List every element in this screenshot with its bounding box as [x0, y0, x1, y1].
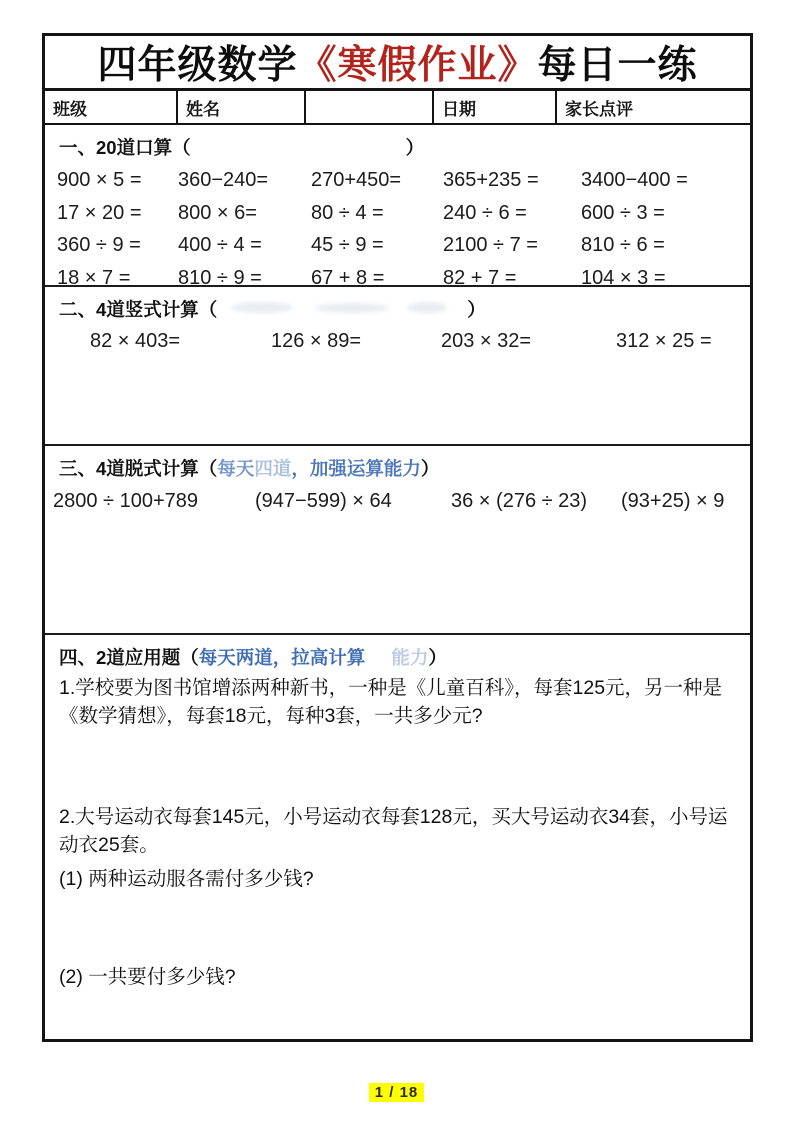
- erased-text-smudge: [407, 302, 447, 313]
- oral-problem: 270+450=: [311, 169, 402, 191]
- page-footer: [0, 1083, 793, 1102]
- page-indicator: 1 / 18: [369, 1083, 425, 1102]
- oral-problem: 365+235 =: [443, 169, 539, 191]
- info-cell-parent-review: 家长点评: [565, 99, 633, 119]
- word-problem-2-question-1: (1) 两种运动服各需付多少钱?: [59, 868, 314, 890]
- word-problem-2: 2.大号运动衣每套145元，小号运动衣每套128元，买大号运动衣34套，小号运动衣25套。: [59, 806, 728, 856]
- info-table: [45, 91, 750, 125]
- title-highlight: 《寒假作业》: [297, 42, 538, 88]
- oral-problem-grid: [45, 169, 750, 290]
- oral-problem: 810 ÷ 6 =: [581, 234, 665, 256]
- section-vertical-heading-close: ）: [467, 299, 486, 320]
- oral-problem: 240 ÷ 6 =: [443, 201, 527, 224]
- oral-problem: 900 × 5 =: [57, 169, 142, 191]
- stepwise-note-segment: 四道: [254, 458, 292, 479]
- title-prefix: 四年级数学: [97, 42, 298, 88]
- oral-problem: 2100 ÷ 7 =: [443, 234, 538, 256]
- worksheet-frame: [42, 33, 753, 1042]
- oral-problem: 67 + 8 =: [311, 266, 385, 289]
- stepwise-problem: (947−599) × 64: [255, 490, 392, 512]
- vertical-problem: 203 × 32=: [441, 330, 532, 352]
- word-note: 每天两道，拉高计算: [198, 647, 366, 668]
- section-oral-heading: [45, 125, 750, 160]
- section-stepwise-heading-close: ）: [420, 458, 440, 479]
- oral-problem: 80 ÷ 4 =: [311, 201, 384, 224]
- oral-problem: 18 × 7 =: [57, 266, 131, 289]
- stepwise-note-segment: ，加强运算能力: [291, 458, 421, 479]
- title-suffix: 每日一练: [537, 42, 698, 88]
- stepwise-problem-row: [45, 490, 750, 513]
- section-oral-heading-close: ）: [405, 137, 425, 158]
- oral-problem: 82 + 7 =: [443, 266, 517, 289]
- oral-problem: 45 ÷ 9 =: [311, 234, 384, 256]
- info-cell-date: 日期: [434, 91, 557, 123]
- section-word-heading: [45, 635, 750, 670]
- stepwise-problem: 2800 ÷ 100+789: [53, 490, 198, 512]
- oral-problem: 400 ÷ 4 =: [178, 234, 262, 256]
- stepwise-problem: (93+25) × 9: [621, 490, 725, 512]
- section-stepwise-heading: [45, 446, 750, 481]
- vertical-problem: 82 × 403=: [90, 330, 181, 352]
- section-word-problems: [45, 635, 750, 1042]
- stepwise-problem: 36 × (276 ÷ 23): [451, 490, 588, 512]
- word-problem-1: 1.学校要为图书馆增添两种新书，一种是《儿童百科》，每套125元，另一种是《数学猜想》，每套18元，每种3套，一共多少元?: [59, 677, 723, 727]
- section-vertical-heading: [45, 287, 750, 322]
- oral-problem: 3400−400 =: [581, 169, 688, 191]
- section-stepwise-heading-text: 三、4道脱式计算（: [59, 458, 218, 479]
- info-cell-name: 姓名: [178, 91, 306, 123]
- oral-problem: 600 ÷ 3 =: [581, 201, 665, 224]
- section-vertical-calculation: [45, 287, 750, 446]
- vertical-problem: 312 × 25 =: [616, 330, 712, 352]
- info-cell-class: 班级: [45, 91, 178, 123]
- oral-problem: 800 × 6=: [178, 201, 257, 224]
- stepwise-note-segment: 每天: [217, 458, 255, 479]
- vertical-problem: 126 × 89=: [271, 330, 362, 352]
- oral-problem: 360 ÷ 9 =: [57, 234, 141, 256]
- oral-problem: 810 ÷ 9 =: [178, 266, 262, 289]
- oral-problem: 104 × 3 =: [581, 266, 666, 289]
- word-note-faded: 能力: [391, 647, 429, 668]
- section-oral-calculation: [45, 125, 750, 287]
- oral-problem: 360−240=: [178, 169, 269, 191]
- section-vertical-heading-text: 二、4道竖式计算（: [59, 299, 218, 320]
- info-cell-empty: [306, 91, 434, 123]
- section-oral-heading-text: 一、20道口算（: [59, 137, 191, 158]
- oral-problem: 17 × 20 =: [57, 201, 142, 224]
- vertical-problem-row: [45, 330, 750, 353]
- section-word-heading-text: 四、2道应用题（: [59, 647, 199, 668]
- word-problem-2-question-2: (2) 一共要付多少钱?: [59, 965, 236, 988]
- section-stepwise-calculation: [45, 446, 750, 635]
- erased-text-smudge: [315, 303, 389, 313]
- erased-text-smudge: [231, 302, 293, 313]
- worksheet-title: [45, 36, 750, 91]
- erased-note-area: [217, 300, 467, 316]
- section-word-heading-close: ）: [428, 647, 447, 668]
